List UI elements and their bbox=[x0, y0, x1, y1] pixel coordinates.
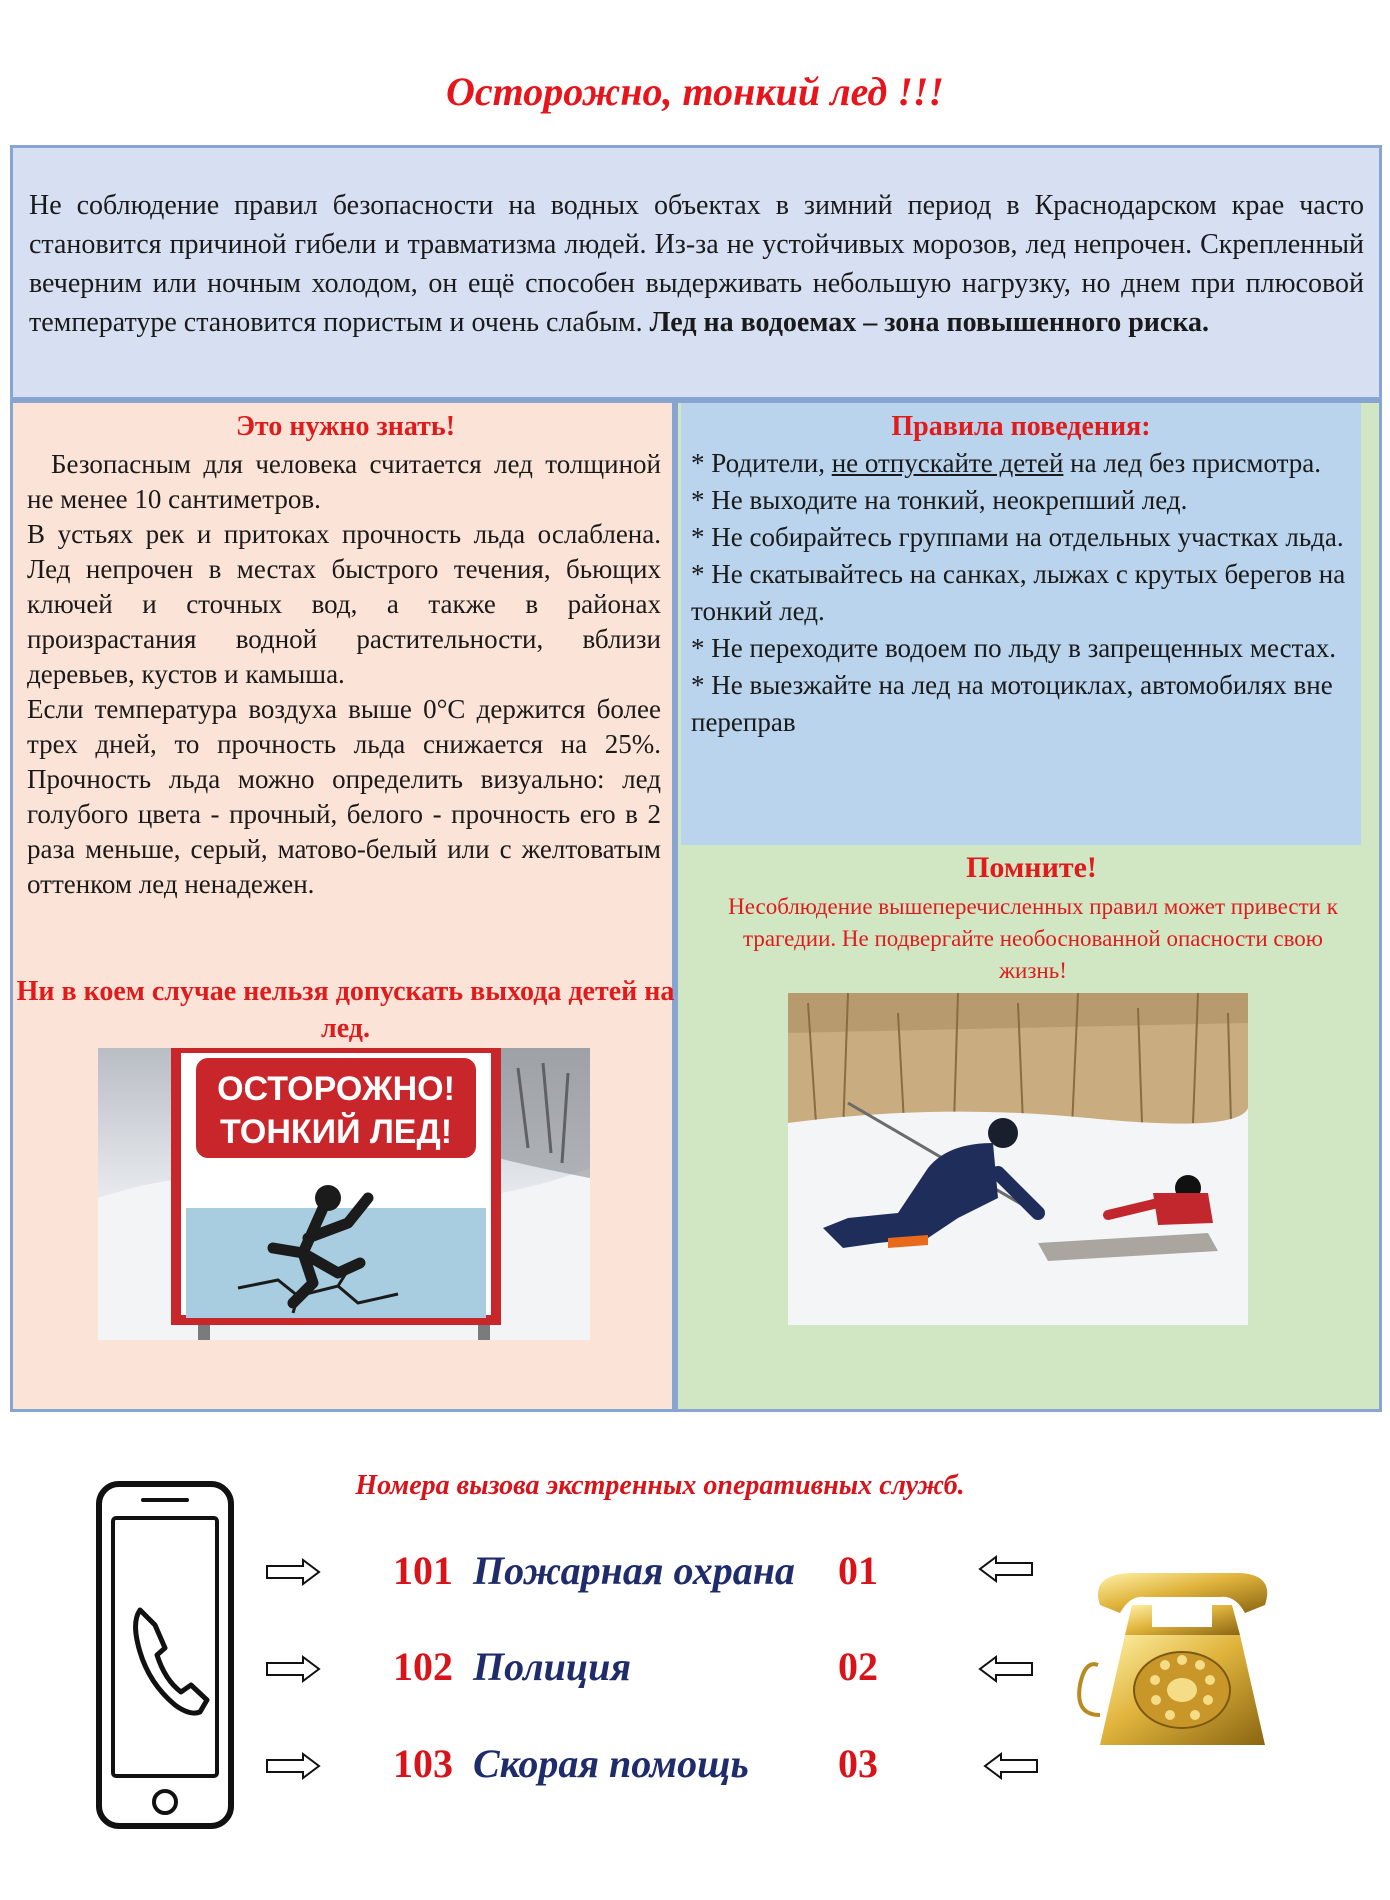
know-text bbox=[27, 447, 661, 902]
intro-bold-statement: Лед на водоемах – зона повышенного риска. bbox=[649, 307, 1210, 338]
sign-line-2: ТОНКИЙ ЛЕД! bbox=[219, 1113, 453, 1151]
service-number: 103 bbox=[393, 1741, 453, 1786]
remember-text: Несоблюдение вышеперечисленных правил может привести к трагедии. Не подвергайте необоснованной опасности свою жизнь! bbox=[728, 894, 1338, 983]
left-arrow-icon bbox=[978, 1555, 1034, 1583]
rule-underlined-text: не отпускайте детей bbox=[831, 448, 1064, 478]
service-name: Полиция bbox=[473, 1644, 631, 1689]
gold-telephone-icon bbox=[1070, 1565, 1290, 1765]
rule-item-2: * Не выходите на тонкий, неокрепший лед. bbox=[691, 485, 1188, 515]
know-paragraph-1: Безопасным для человека считается лед толщиной не менее 10 сантиметров. bbox=[27, 449, 661, 514]
thin-ice-sign-photo bbox=[98, 1048, 590, 1340]
rule-item-4: * Не скатывайтесь на санках, лыжах с крутых берегов на тонкий лед. bbox=[691, 559, 1346, 626]
know-column bbox=[10, 400, 675, 1412]
rule-item-6: * Не выезжайте на лед на мотоциклах, автомобилях вне переправ bbox=[691, 670, 1333, 737]
children-warning: Ни в коем случае нельзя допускать выхода детей на лед. bbox=[16, 976, 675, 1044]
service-name: Скорая помощь bbox=[473, 1741, 749, 1786]
rule-item-3: * Не собирайтесь группами на отдельных участках льда. bbox=[691, 522, 1344, 552]
service-old-number: 01 bbox=[838, 1548, 878, 1593]
service-old-number: 02 bbox=[838, 1644, 878, 1689]
sign-line-1: ОСТОРОЖНО! bbox=[217, 1070, 455, 1108]
emergency-title: Номера вызова экстренных оперативных служб. bbox=[355, 1470, 965, 1501]
ice-rescue-photo bbox=[788, 993, 1248, 1325]
rule-item-5: * Не переходите водоем по льду в запрещенных местах. bbox=[691, 633, 1336, 663]
page-title: Осторожно, тонкий лед !!! bbox=[446, 69, 944, 114]
left-arrow-icon bbox=[983, 1752, 1039, 1780]
service-number: 102 bbox=[393, 1644, 453, 1689]
know-paragraph-2: В устьях рек и притоках прочность льда ослаблена. Лед непрочен в местах быстрого течения, бьющих ключей и сточных вод, а также в районах произрастания водной растительности, вблизи деревьев, кустов и камыша. bbox=[27, 519, 661, 689]
rules-list bbox=[691, 445, 1356, 741]
left-arrow-icon bbox=[978, 1655, 1034, 1683]
rules-heading: Правила поведения: bbox=[891, 411, 1151, 442]
remember-heading: Помните! bbox=[966, 851, 1097, 884]
intro-text bbox=[29, 186, 1364, 342]
know-paragraph-3: Если температура воздуха выше 0°С держится более трех дней, то прочность льда снижается на 25%. Прочность льда можно определить визуально: лед голубого цвета - прочный, белого - прочность его в 2 раза меньше, серый, матово-белый или с желтоватым оттенком лед ненадежен. bbox=[27, 694, 661, 899]
know-heading: Это нужно знать! bbox=[235, 411, 456, 442]
right-arrow-icon bbox=[265, 1655, 321, 1683]
rules-column bbox=[675, 400, 1382, 1412]
service-name: Пожарная охрана bbox=[473, 1548, 795, 1593]
rules-box bbox=[681, 403, 1361, 845]
right-arrow-icon bbox=[265, 1558, 321, 1586]
ice-rescue-illustration bbox=[788, 993, 1248, 1325]
right-arrow-icon bbox=[265, 1752, 321, 1780]
rule-item-1: * Родители, не отпускайте детей на лед без присмотра. bbox=[691, 448, 1322, 478]
thin-ice-sign-illustration bbox=[98, 1048, 590, 1340]
intro-box bbox=[10, 145, 1382, 400]
service-number: 101 bbox=[393, 1548, 453, 1593]
intro-paragraph: Не соблюдение правил безопасности на водных объектах в зимний период в Краснодарском крае часто становится причиной гибели и травматизма людей. Из-за не устойчивых морозов, лед непрочен. Скрепленный вечерним или ночным холодом, он ещё способен выдерживать небольшую нагрузку, но днем при плюсовой температуре становится пористым и очень слабым. bbox=[29, 190, 1364, 338]
smartphone-icon bbox=[95, 1480, 235, 1830]
service-old-number: 03 bbox=[838, 1741, 878, 1786]
